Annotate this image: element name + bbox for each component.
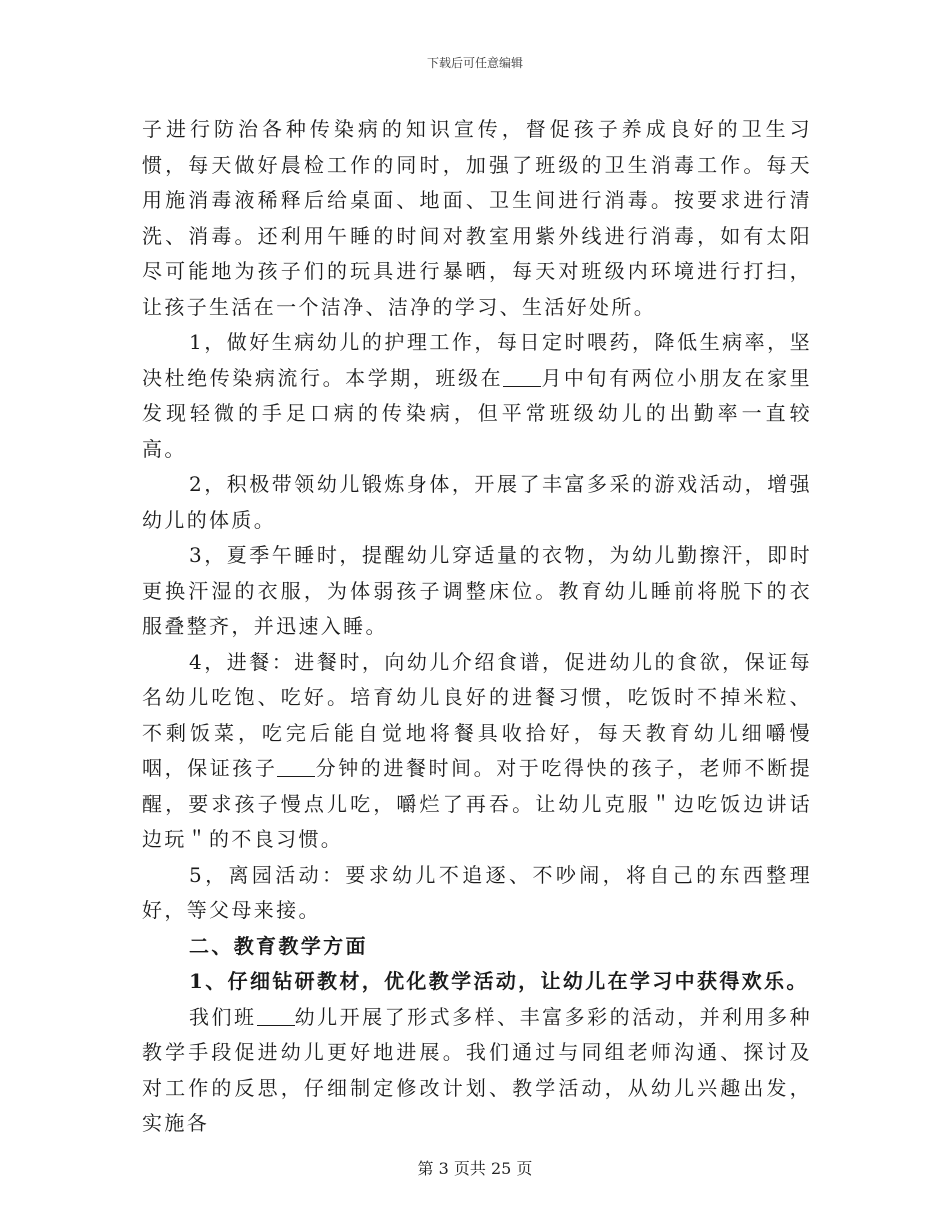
fill-blank-minutes bbox=[277, 758, 315, 777]
paragraph-sick-care bbox=[142, 325, 812, 467]
paragraph-sick-care-part1: 1，做好生病幼儿的护理工作，每日定时喂药，降低生病率，坚决杜绝传染病流行。本学期，班级在 bbox=[142, 330, 812, 390]
page-header: 下载后可任意编辑 bbox=[426, 56, 523, 70]
paragraph-teaching-part1: 我们班 bbox=[189, 1004, 257, 1029]
paragraph-meals-part2: 分钟的进餐时间。对于吃得快的孩子，老师不断提醒，要求孩子慢点儿吃，嚼烂了再吞。让幼儿克服＂边吃饭边讲话边玩＂的不良习惯。 bbox=[142, 756, 812, 851]
paragraph-nap: 3，夏季午睡时，提醒幼儿穿适量的衣物，为幼儿勤擦汗，即时更换汗湿的衣服，为体弱孩子调整床位。教育幼儿睡前将脱下的衣服叠整齐，并迅速入睡。 bbox=[142, 543, 812, 638]
paragraph-hygiene: 子进行防治各种传染病的知识宣传，督促孩子养成良好的卫生习惯，每天做好晨检工作的同时，加强了班级的卫生消毒工作。每天用施消毒液稀释后给桌面、地面、卫生间进行消毒。按要求进行清洗、消毒。还利用午睡的时间对教室用紫外线进行消毒，如有太阳尽可能地为孩子们的玩具进行暴晒，每天对班级内环境进行打扫，让孩子生活在一个洁净、洁净的学习、生活好处所。 bbox=[142, 117, 812, 319]
paragraph-exercise: 2，积极带领幼儿锻炼身体，开展了丰富多采的游戏活动，增强幼儿的体质。 bbox=[142, 472, 812, 532]
page-number: 第 3 页共 25 页 bbox=[417, 1159, 533, 1178]
paragraph-leaving: 5，离园活动：要求幼儿不追逐、不吵闹，将自己的东西整理好，等父母来接。 bbox=[142, 862, 812, 922]
document-body bbox=[142, 112, 812, 1142]
subsection-heading: 1、仔细钻研教材，优化教学活动，让幼儿在学习中获得欢乐。 bbox=[189, 969, 809, 993]
section-heading: 二、教育教学方面 bbox=[189, 933, 368, 958]
paragraph-teaching bbox=[142, 1000, 812, 1142]
fill-blank-month bbox=[503, 368, 541, 387]
paragraph-meals-part1: 4，进餐：进餐时，向幼儿介绍食谱，促进幼儿的食欲，保证每名幼儿吃饱、吃好。培育幼儿良好的进餐习惯，吃饭时不掉米粒、不剩饭菜，吃完后能自觉地将餐具收拾好，每天教育幼儿细嚼慢咽，保证孩子 bbox=[142, 649, 812, 780]
fill-blank-class bbox=[257, 1007, 295, 1026]
paragraph-teaching-part2: 幼儿开展了形式多样、丰富多彩的活动，并利用多种教学手段促进幼儿更好地进展。我们通过与同组老师沟通、探讨及对工作的反思，仔细制定修改计划、教学活动，从幼儿兴趣出发，实施各 bbox=[142, 1004, 812, 1135]
paragraph-meals bbox=[142, 645, 812, 858]
paragraph-sick-care-part2: 月中旬有两位小朋友在家里发现轻微的手足口病的传染病，但平常班级幼儿的出勤率一直较高。 bbox=[142, 365, 812, 461]
